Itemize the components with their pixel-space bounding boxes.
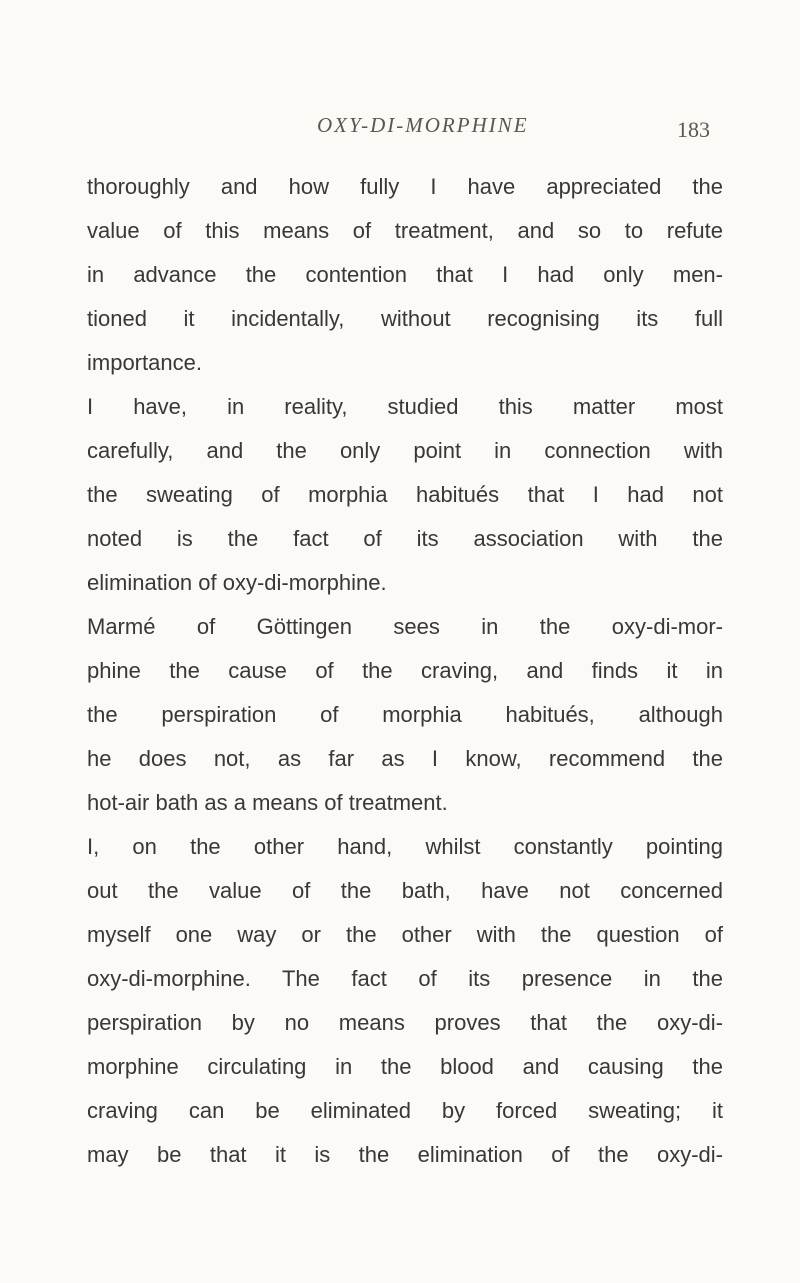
text-line: noted is the fact of its association with the (87, 526, 723, 551)
body-text (87, 165, 723, 1177)
running-title: OXY-DI-MORPHINE (317, 113, 529, 137)
text-line: Marmé of Göttingen sees in the oxy-di-mor- (87, 614, 723, 639)
text-line: perspiration by no means proves that the oxy-di- (87, 1010, 723, 1035)
text-line: carefully, and the only point in connection with (87, 438, 723, 463)
text-line: I have, in reality, studied this matter most (87, 394, 723, 419)
text-line: the perspiration of morphia habitués, although (87, 702, 723, 727)
text-line: phine the cause of the craving, and finds it in (87, 658, 723, 683)
text-line: oxy-di-morphine. The fact of its presence in the (87, 966, 723, 991)
page-number: 183 (677, 117, 710, 142)
text-line: hot-air bath as a means of treatment. (87, 790, 448, 815)
text-line: elimination of oxy-di-morphine. (87, 570, 387, 595)
text-line: in advance the contention that I had only men- (87, 262, 723, 287)
text-line: I, on the other hand, whilst constantly pointing (87, 834, 723, 859)
text-line: may be that it is the elimination of the oxy-di- (87, 1142, 723, 1167)
running-head (0, 113, 800, 153)
text-line: thoroughly and how fully I have appreciated the (87, 174, 723, 199)
text-line: the sweating of morphia habitués that I had not (87, 482, 723, 507)
text-line: morphine circulating in the blood and causing the (87, 1054, 723, 1079)
text-line: importance. (87, 350, 202, 375)
text-line: out the value of the bath, have not concerned (87, 878, 723, 903)
text-line: tioned it incidentally, without recognising its full (87, 306, 723, 331)
text-line: value of this means of treatment, and so to refute (87, 218, 723, 243)
text-line: craving can be eliminated by forced sweating; it (87, 1098, 723, 1123)
text-line: he does not, as far as I know, recommend the (87, 746, 723, 771)
text-line: myself one way or the other with the question of (87, 922, 723, 947)
